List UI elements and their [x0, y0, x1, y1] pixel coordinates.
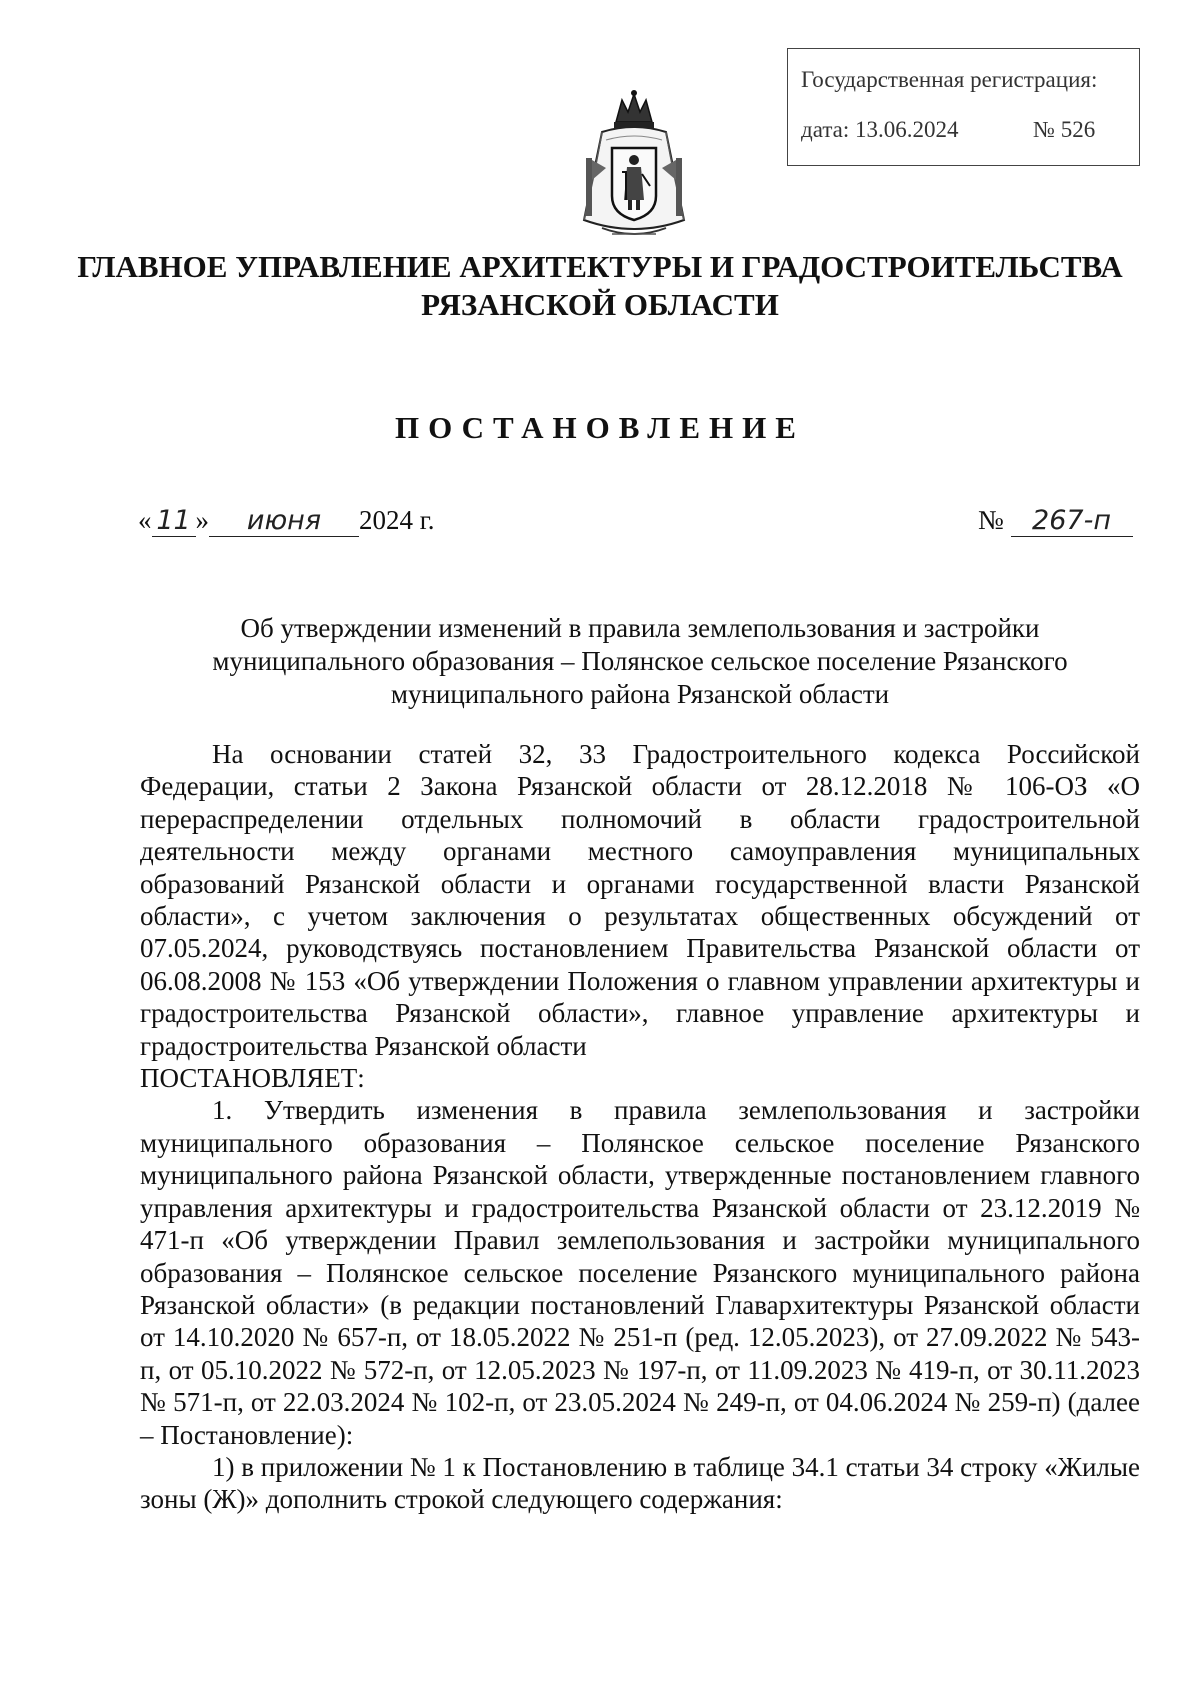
organization-title-line1: ГЛАВНОЕ УПРАВЛЕНИЕ АРХИТЕКТУРЫ И ГРАДОСТРОИТЕЛЬСТВА [77, 249, 1123, 284]
number-value: 267-п [1011, 506, 1133, 537]
item-1-1-paragraph: 1) в приложении № 1 к Постановлению в таблице 34.1 статьи 34 строку «Жилые зоны (Ж)» дополнить строкой следующего содержания: [140, 1451, 1140, 1515]
document-subject [140, 612, 1140, 711]
decree-word: ПОСТАНОВЛЯЕТ: [140, 1063, 365, 1094]
subject-line: муниципального образования – Полянское сельское поселение Рязанского [212, 646, 1068, 676]
document-body [140, 738, 1140, 1516]
subject-line: Об утверждении изменений в правила землепользования и застройки [240, 613, 1040, 643]
date-close-quote: » [195, 505, 209, 535]
date-month: июня [209, 506, 359, 537]
date-open-quote: « [138, 505, 152, 535]
registration-title: Государственная регистрация: [801, 67, 1098, 92]
subject-line: муниципального района Рязанской области [390, 679, 890, 709]
organization-title-line2: РЯЗАНСКОЙ ОБЛАСТИ [421, 287, 779, 322]
preamble-paragraph: На основании статей 32, 33 Градостроительного кодекса Российской Федерации, статьи 2 Закона Рязанской области от 28.12.2018 № 106-ОЗ «О перераспределении отдельных полномочий в области градостроительной деятельности между органами местного самоуправления муниципальных образований Рязанской области и органами государственной власти Рязанской области», с учетом заключения о результатах общественных обсуждений от 07.05.2024, руководствуясь постановлением Правительства Рязанской области от 06.08.2008 № 153 «Об утверждении Положения о главном управлении архитектуры и градостроительства Рязанской области», главное управление архитектуры и градостроительства Рязанской области [140, 739, 1140, 1061]
document-number [978, 505, 1133, 537]
document-date [138, 505, 435, 537]
registration-number: № 526 [1033, 117, 1096, 142]
item-1-paragraph: 1. Утвердить изменения в правила землепользования и застройки муниципального образования – Полянское сельское поселение Рязанского муниципального района Рязанской области, утвержденные постановлением главного управления архитектуры и градостроительства Рязанской области от 23.12.2019 № 471-п «Об утверждении Правил землепользования и застройки муниципального образования – Полянское сельское поселение Рязанского муниципального района Рязанской области» (в редакции постановлений Главархитектуры Рязанской области от 14.10.2020 № 657-п, от 18.05.2022 № 251-п (ред. 12.05.2023), от 27.09.2022 № 543-п, от 05.10.2022 № 572-п, от 12.05.2023 № 197-п, от 11.09.2023 № 419-п, от 30.11.2023 № 571-п, от 22.03.2024 № 102-п, от 23.05.2024 № 249-п, от 04.06.2024 № 259-п) (далее – Постановление): [140, 1095, 1140, 1450]
date-day: 11 [152, 506, 196, 537]
date-year: 2024 г. [359, 505, 435, 535]
number-prefix: № [978, 505, 1004, 535]
registration-stamp [787, 48, 1140, 166]
coat-of-arms-icon [572, 88, 696, 248]
registration-date: дата: 13.06.2024 [801, 117, 959, 142]
document-type: ПОСТАНОВЛЕНИЕ [395, 410, 805, 445]
